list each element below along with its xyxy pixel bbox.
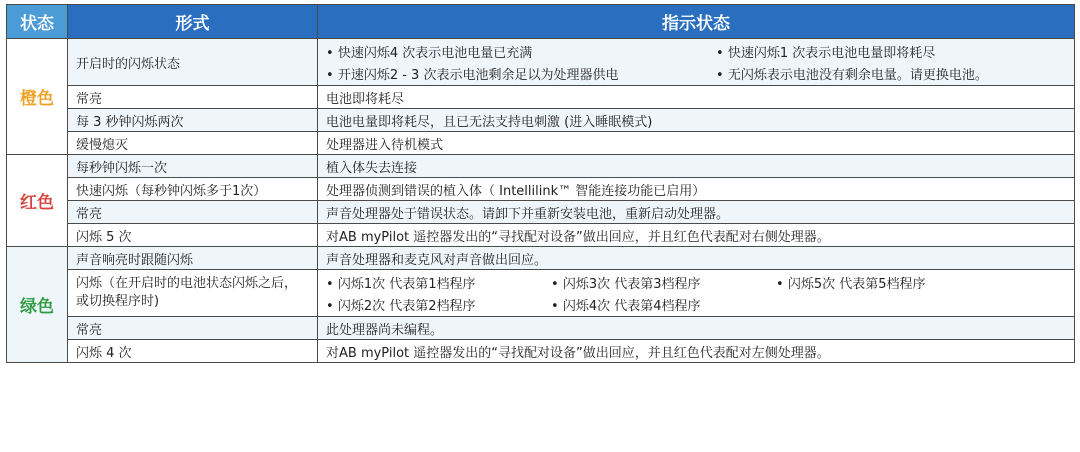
table-row xyxy=(7,270,1075,317)
table-row xyxy=(7,340,1075,363)
form-cell: 开启时的闪烁状态 xyxy=(68,39,318,86)
form-cell: 每 3 秒钟闪烁两次 xyxy=(68,109,318,132)
table-row xyxy=(7,178,1075,201)
table-row xyxy=(7,224,1075,247)
form-cell: 常亮 xyxy=(68,317,318,340)
table-row xyxy=(7,86,1075,109)
indication-cell: 植入体失去连接 xyxy=(318,155,1075,178)
form-cell: 闪烁 5 次 xyxy=(68,224,318,247)
indication-cell: 此处理器尚未编程。 xyxy=(318,317,1075,340)
header-form: 形式 xyxy=(68,5,318,39)
table-row xyxy=(7,39,1075,86)
list-item: • 闪烁1次 代表第1档程序 xyxy=(326,273,551,292)
table-row xyxy=(7,201,1075,224)
form-cell: 常亮 xyxy=(68,86,318,109)
indication-cell: 电池即将耗尽 xyxy=(318,86,1075,109)
form-cell: 闪烁 4 次 xyxy=(68,340,318,363)
indication-cell: 处理器侦测到错误的植入体（ Intellilink™ 智能连接功能已启用） xyxy=(318,178,1075,201)
indication-cell: 处理器进入待机模式 xyxy=(318,132,1075,155)
form-cell: 快速闪烁（每秒钟闪烁多于1次） xyxy=(68,178,318,201)
indication-cell xyxy=(318,39,1075,86)
form-cell: 缓慢熄灭 xyxy=(68,132,318,155)
list-item: • 闪烁4次 代表第4档程序 xyxy=(551,295,776,314)
indication-cell xyxy=(318,270,1075,317)
table-row xyxy=(7,155,1075,178)
form-cell: 闪烁（在开启时的电池状态闪烁之后，或切换程序时) xyxy=(68,270,318,317)
table-row xyxy=(7,317,1075,340)
table-header-row xyxy=(7,5,1075,39)
list-item: • 闪烁5次 代表第5档程序 xyxy=(776,273,1066,292)
list-item: • 无闪烁表示电池没有剩余电量。请更换电池。 xyxy=(716,64,1066,83)
led-status-table xyxy=(6,4,1075,363)
state-green: 绿色 xyxy=(7,247,68,363)
list-item: • 闪烁3次 代表第3档程序 xyxy=(551,273,776,292)
header-indication: 指示状态 xyxy=(318,5,1075,39)
form-cell: 常亮 xyxy=(68,201,318,224)
header-state: 状态 xyxy=(7,5,68,39)
indication-cell: 对AB myPilot 遥控器发出的“寻找配对设备”做出回应，并且红色代表配对右侧处理器。 xyxy=(318,224,1075,247)
table-row xyxy=(7,247,1075,270)
indication-cell: 对AB myPilot 遥控器发出的“寻找配对设备”做出回应，并且红色代表配对左侧处理器。 xyxy=(318,340,1075,363)
form-cell: 声音响亮时跟随闪烁 xyxy=(68,247,318,270)
form-cell: 每秒钟闪烁一次 xyxy=(68,155,318,178)
state-red: 红色 xyxy=(7,155,68,247)
list-item: • 闪烁2次 代表第2档程序 xyxy=(326,295,551,314)
table-row xyxy=(7,109,1075,132)
indication-cell: 电池电量即将耗尽，且已无法支持电刺激 (进入睡眠模式) xyxy=(318,109,1075,132)
state-orange: 橙色 xyxy=(7,39,68,155)
list-item: • 快速闪烁4 次表示电池电量已充满 xyxy=(326,42,716,61)
table-row xyxy=(7,132,1075,155)
indication-cell: 声音处理器处于错误状态。请卸下并重新安装电池，重新启动处理器。 xyxy=(318,201,1075,224)
list-item: • 开速闪烁2 - 3 次表示电池剩余足以为处理器供电 xyxy=(326,64,716,83)
indication-cell: 声音处理器和麦克风对声音做出回应。 xyxy=(318,247,1075,270)
status-table-container xyxy=(6,4,1074,363)
list-item: • 快速闪烁1 次表示电池电量即将耗尽 xyxy=(716,42,1066,61)
